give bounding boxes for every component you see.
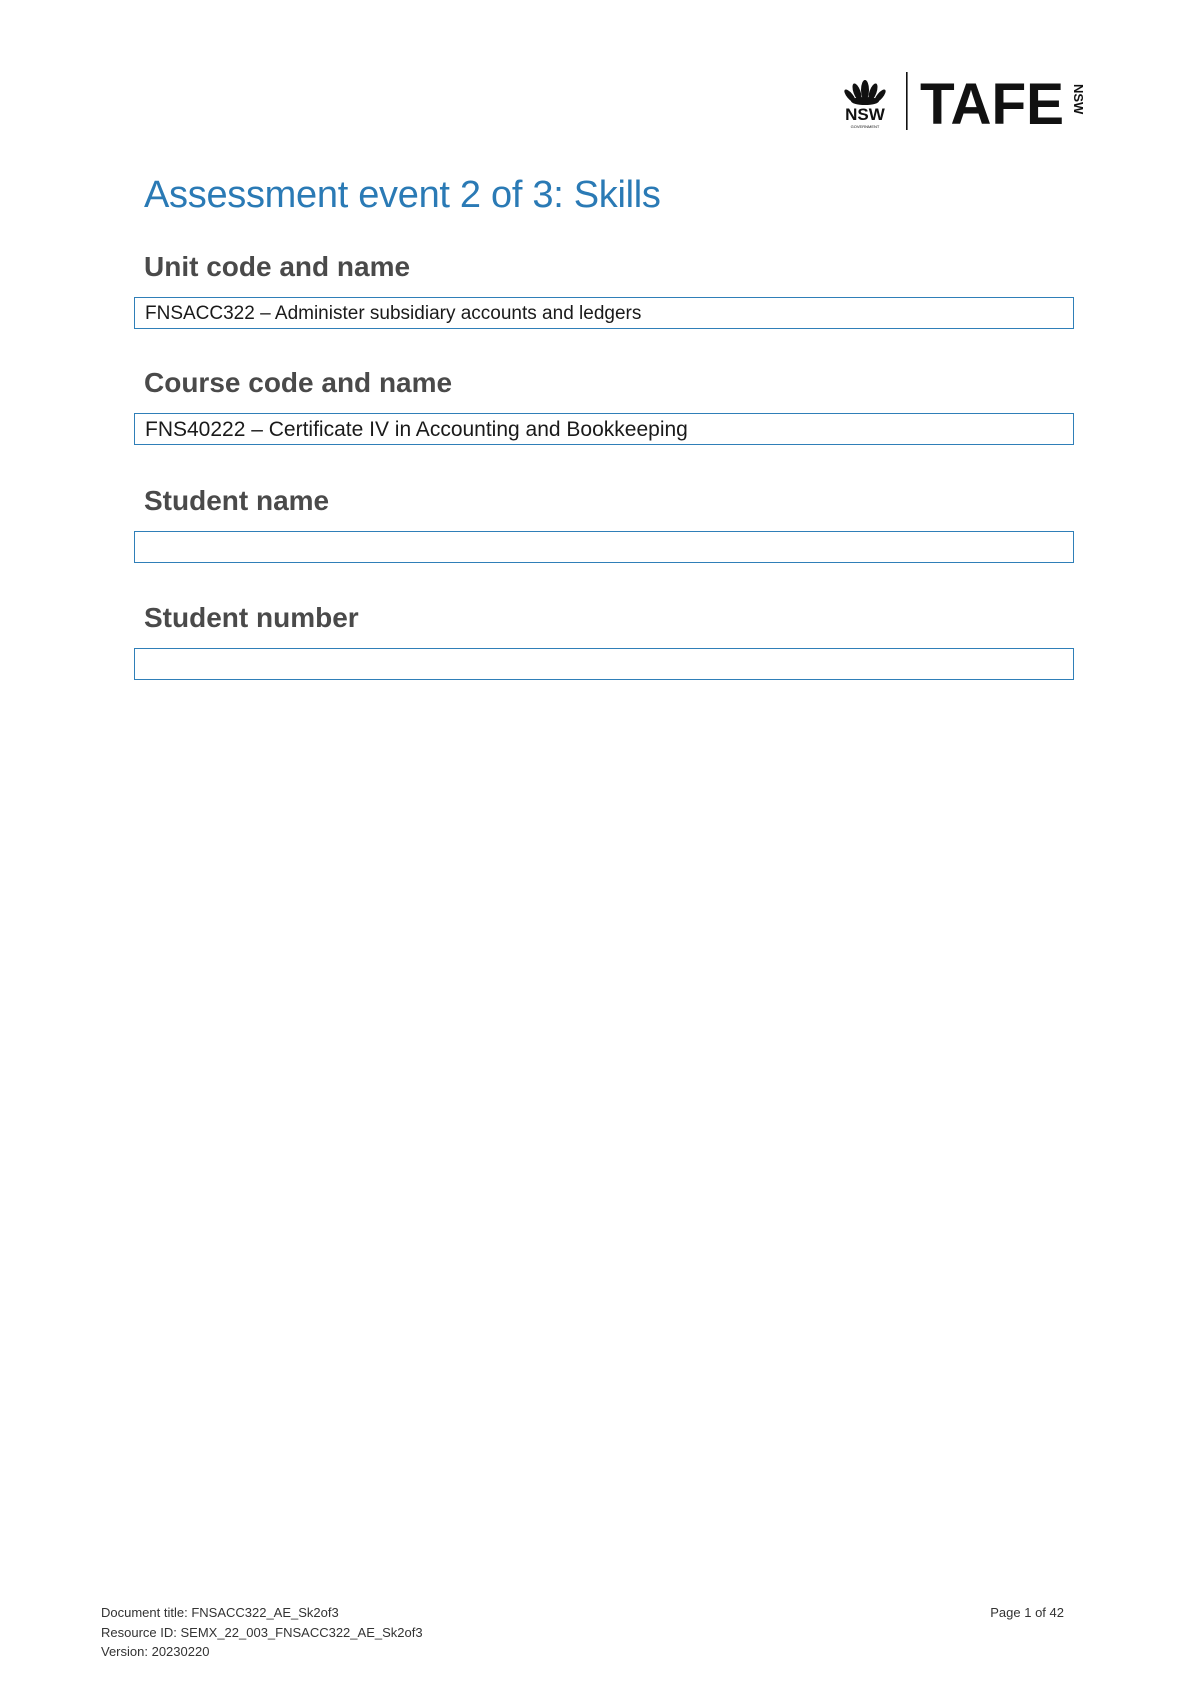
student-number-heading: Student number — [144, 602, 359, 633]
logo-divider — [906, 72, 908, 130]
footer-resource-id: Resource ID: SEMX_22_003_FNSACC322_AE_Sk2of3 — [101, 1624, 423, 1640]
unit-field[interactable]: FNSACC322 – Administer subsidiary accounts and ledgers — [134, 297, 1074, 329]
nsw-logo-text: NSW — [845, 105, 885, 124]
tafe-logo-side-text: NSW — [1071, 84, 1086, 115]
student-name-heading: Student name — [144, 485, 330, 516]
waratah-icon — [843, 80, 888, 105]
footer-page-number: Page 1 of 42 — [990, 1605, 1064, 1620]
unit-heading: Unit code and name — [144, 251, 411, 282]
student-number-field[interactable] — [134, 648, 1074, 680]
footer-version: Version: 20230220 — [101, 1644, 210, 1659]
nsw-tafe-logo — [836, 68, 1101, 134]
footer-info — [101, 1603, 423, 1662]
page-title: Assessment event 2 of 3: Skills — [144, 174, 661, 216]
nsw-logo-subtext: GOVERNMENT — [850, 124, 880, 129]
footer-document-title: Document title: FNSACC322_AE_Sk2of3 — [101, 1605, 339, 1620]
student-name-field[interactable] — [134, 531, 1074, 563]
course-heading: Course code and name — [144, 367, 453, 398]
tafe-logo-text: TAFE — [920, 72, 1064, 134]
course-field[interactable]: FNS40222 – Certificate IV in Accounting and Bookkeeping — [134, 413, 1074, 445]
